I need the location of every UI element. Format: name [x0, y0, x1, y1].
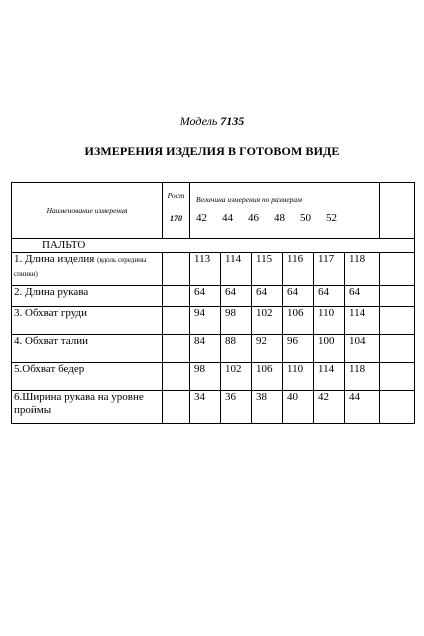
- value-cell: 113: [190, 253, 221, 286]
- value-cell: 110: [283, 363, 314, 391]
- table-row: [12, 335, 415, 363]
- value-cell: 88: [221, 335, 252, 363]
- empty-cell: [380, 307, 415, 335]
- value-cell: 38: [252, 391, 283, 424]
- table-row: [12, 363, 415, 391]
- value-cell: 106: [283, 307, 314, 335]
- value-cell: 114: [221, 253, 252, 286]
- row-name: [12, 363, 163, 391]
- value-cell: 84: [190, 335, 221, 363]
- size-label: 44: [222, 212, 233, 224]
- empty-cell: [380, 286, 415, 307]
- value-cell: 117: [314, 253, 345, 286]
- height-cell: [163, 335, 190, 363]
- row-name: [12, 335, 163, 363]
- empty-cell: [380, 363, 415, 391]
- row-name: [12, 307, 163, 335]
- empty-cell: [380, 253, 415, 286]
- value-cell: 94: [190, 307, 221, 335]
- value-cell: 64: [345, 286, 380, 307]
- value-cell: 40: [283, 391, 314, 424]
- value-cell: 102: [221, 363, 252, 391]
- measurement-note: (вдоль середины спинки): [14, 256, 147, 278]
- section-title: ПАЛЬТО: [12, 239, 415, 253]
- measurement-name: 6.Ширина рукава на уровне проймы: [14, 391, 144, 416]
- measurement-name: 3. Обхват груди: [14, 307, 87, 319]
- value-cell: 34: [190, 391, 221, 424]
- size-list: [196, 212, 377, 225]
- table-row: [12, 253, 415, 286]
- row-name: [12, 253, 163, 286]
- value-cell: 114: [314, 363, 345, 391]
- height-label: Рост: [167, 191, 185, 200]
- empty-cell: [380, 183, 415, 239]
- page-title: ИЗМЕРЕНИЯ ИЗДЕЛИЯ В ГОТОВОМ ВИДЕ: [84, 144, 340, 158]
- measurement-name: 4. Обхват талии: [14, 335, 89, 347]
- value-cell: 64: [283, 286, 314, 307]
- measurement-name: 2. Длина рукава: [14, 286, 89, 298]
- height-cell: [163, 286, 190, 307]
- row-name: [12, 286, 163, 307]
- column-header-name: Наименование измерения: [12, 183, 163, 239]
- value-cell: 104: [345, 335, 380, 363]
- size-range-label: Величина измерения по размерам: [196, 195, 302, 204]
- value-cell: 100: [314, 335, 345, 363]
- value-cell: 96: [283, 335, 314, 363]
- value-cell: 118: [345, 253, 380, 286]
- value-cell: 64: [252, 286, 283, 307]
- value-cell: 106: [252, 363, 283, 391]
- value-cell: 110: [314, 307, 345, 335]
- value-cell: 98: [190, 363, 221, 391]
- section-row: [12, 239, 415, 253]
- value-cell: 116: [283, 253, 314, 286]
- measurement-name: 1. Длина изделия: [14, 253, 95, 265]
- empty-cell: [380, 391, 415, 424]
- model-label: Модель: [179, 114, 218, 128]
- value-cell: 115: [252, 253, 283, 286]
- value-cell: 92: [252, 335, 283, 363]
- value-cell: 44: [345, 391, 380, 424]
- value-cell: 98: [221, 307, 252, 335]
- table-header-row: [12, 183, 415, 239]
- size-label: 52: [326, 212, 337, 224]
- height-cell: [163, 307, 190, 335]
- size-label: 46: [248, 212, 259, 224]
- table-row: [12, 391, 415, 424]
- table-row: [12, 286, 415, 307]
- column-header-height: [163, 183, 190, 239]
- measurement-table: [11, 182, 415, 424]
- model-line: [0, 114, 424, 129]
- value-cell: 64: [221, 286, 252, 307]
- size-label: 50: [300, 212, 311, 224]
- table-row: [12, 307, 415, 335]
- model-number: 7135: [220, 114, 245, 128]
- value-cell: 102: [252, 307, 283, 335]
- size-label: 48: [274, 212, 285, 224]
- empty-cell: [380, 335, 415, 363]
- size-label: 42: [196, 212, 207, 224]
- value-cell: 36: [221, 391, 252, 424]
- height-cell: [163, 253, 190, 286]
- row-name: [12, 391, 163, 424]
- column-header-sizes: [190, 183, 380, 239]
- value-cell: 64: [314, 286, 345, 307]
- value-cell: 114: [345, 307, 380, 335]
- value-cell: 42: [314, 391, 345, 424]
- value-cell: 64: [190, 286, 221, 307]
- height-cell: [163, 363, 190, 391]
- height-cell: [163, 391, 190, 424]
- value-cell: 118: [345, 363, 380, 391]
- height-value: 170: [170, 214, 182, 223]
- measurement-name: 5.Обхват бедер: [14, 363, 85, 375]
